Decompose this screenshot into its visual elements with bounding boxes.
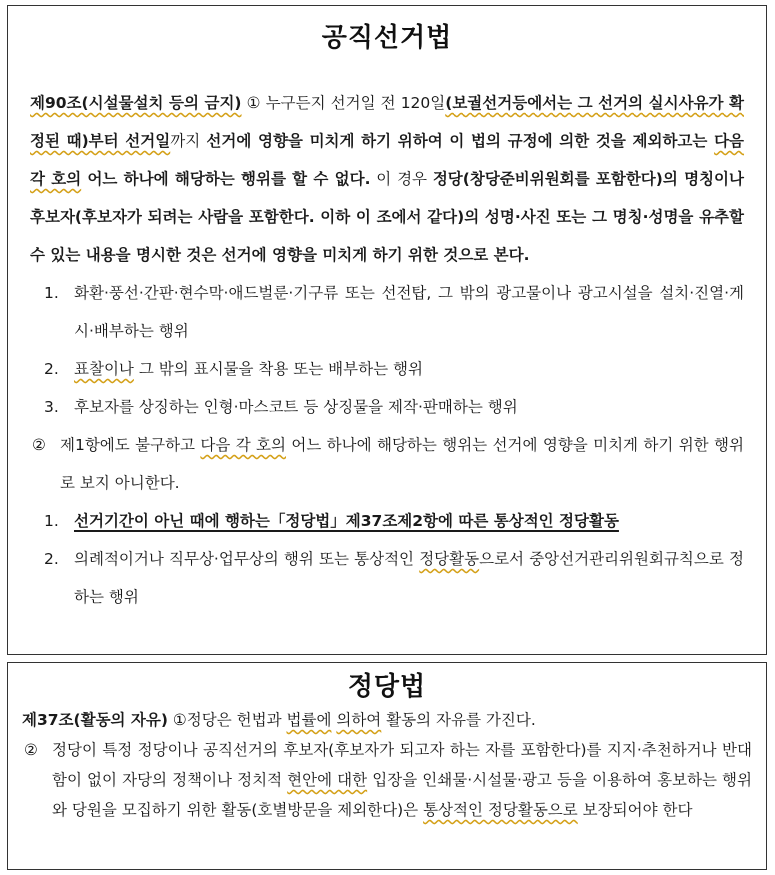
item-text: 선거기간이 아닌 때에 행하는「정당법」제37조제2항에 따른 통상적인 정당활동 bbox=[74, 512, 619, 530]
law2-article-title: 제37조(활동의 자유) bbox=[22, 711, 168, 729]
law1-para2 bbox=[30, 426, 744, 502]
item-text-b: 그 밖의 표시물을 착용 또는 배부하는 행위 bbox=[133, 360, 423, 378]
law1-para1-text-b: (보궐선거등에서는 그 선거의 실시사유가 확정된 때)부터 선거일 bbox=[30, 94, 744, 150]
item-text-c: 으로서 중앙선거관리위원회규칙으로 정하는 행위 bbox=[74, 550, 744, 606]
item-number: 1. bbox=[44, 512, 59, 530]
law2-para1-text-d: 의하여 bbox=[336, 711, 382, 729]
law1-para1-text-a: 누구든지 선거일 전 120일 bbox=[260, 94, 446, 112]
law2-para1-text-b: 법률에 bbox=[286, 711, 332, 729]
law2-para1-marker: ① bbox=[172, 711, 187, 729]
law1-para1-text-c: 까지 bbox=[170, 132, 207, 150]
item-number: 2. bbox=[44, 360, 59, 378]
law2-para1-text-a: 정당은 헌법과 bbox=[186, 711, 287, 729]
law2-para2-text-e: 보장되어야 한다 bbox=[577, 801, 693, 819]
law1-panel bbox=[7, 5, 767, 655]
item-text-a: 표찰이나 bbox=[74, 360, 134, 378]
law2-para2-text-b: 현안에 대한 bbox=[287, 771, 368, 789]
law2-para1-text-e: 활동의 자유를 가진다. bbox=[381, 711, 536, 729]
law1-content bbox=[8, 84, 766, 616]
law1-para1-text-f: 어느 하나에 해당하는 행위를 할 수 없다. bbox=[81, 170, 371, 188]
law2-para2-text-a: 정당이 특정 정당이나 공직선거의 후보자(후보자가 되고자 하는 자를 포함한다)를 지지·추천하거나 반대함이 없이 자당의 정책이나 정치적 bbox=[52, 741, 752, 789]
law1-para2-text bbox=[60, 426, 744, 502]
law1-item2-1 bbox=[30, 502, 744, 540]
law2-title: 정당법 bbox=[347, 672, 427, 702]
item-number: 1. bbox=[44, 284, 59, 302]
law1-title: 공직선거법 bbox=[321, 23, 453, 53]
law1-item1-2 bbox=[30, 350, 744, 388]
item-number: 2. bbox=[44, 550, 59, 568]
item-text bbox=[74, 540, 744, 616]
law1-item2-2 bbox=[30, 540, 744, 616]
law2-para2 bbox=[22, 735, 752, 825]
law1-item1-1 bbox=[30, 274, 744, 350]
law1-para1-text-h: 정당(창당준비위원회를 포함한다)의 명칭이나 후보자(후보자가 되려는 사람을 포함한다. 이하 이 조에서 같다)의 성명·사진 또는 그 명칭·성명을 유추할 수 있는 내용을 명시한 것은 선거에 영향을 미치게 하기 위한 것으로 본다. bbox=[30, 170, 744, 264]
law2-para2-text-d: 통상적인 정당활동으로 bbox=[423, 801, 578, 819]
law2-content bbox=[8, 705, 766, 825]
law2-panel bbox=[7, 662, 767, 870]
item-text-b: 정당활동 bbox=[419, 550, 480, 568]
law2-para2-text bbox=[52, 735, 752, 825]
law1-para2-marker: ② bbox=[32, 436, 46, 454]
law2-para2-text-c: 입장을 인쇄물·시설물·광고 등을 이용하여 홍보하는 행위와 당원을 모집하기 위한 활동(호별방문을 제외한다)은 bbox=[52, 771, 753, 819]
item-text: 화환·풍선·간판·현수막·애드벌룬·기구류 또는 선전탑, 그 밖의 광고물이나 광고시설을 설치·진열·게시·배부하는 행위 bbox=[74, 284, 744, 340]
law1-para1-text-e: 다음 각 호의 bbox=[30, 132, 745, 188]
law1-para1-text-d: 선거에 영향을 미치게 하기 위하여 이 법의 규정에 의한 것을 제외하고는 bbox=[206, 132, 715, 150]
law1-para1-marker: ① bbox=[246, 94, 261, 112]
law2-para1 bbox=[22, 705, 752, 735]
law1-article-title: 제90조(시설물설치 등의 금지) bbox=[30, 94, 242, 112]
law1-item1-3 bbox=[30, 388, 744, 426]
item-text bbox=[74, 350, 744, 388]
law1-para2-text-c: 어느 하나에 해당하는 행위는 선거에 영향을 미치게 하기 위한 행위로 보지 아니한다. bbox=[60, 436, 744, 492]
item-text-a: 의례적이거나 직무상·업무상의 행위 또는 통상적인 bbox=[74, 550, 420, 568]
law2-para2-marker: ② bbox=[24, 741, 38, 759]
item-text: 후보자를 상징하는 인형·마스코트 등 상징물을 제작·판매하는 행위 bbox=[74, 398, 518, 416]
law1-para1-text-g: 이 경우 bbox=[370, 170, 433, 188]
item-number: 3. bbox=[44, 398, 59, 416]
law1-para1 bbox=[30, 84, 744, 274]
law1-para2-text-a: 제1항에도 불구하고 bbox=[60, 436, 201, 454]
law1-para2-text-b: 다음 각 호의 bbox=[200, 436, 286, 454]
